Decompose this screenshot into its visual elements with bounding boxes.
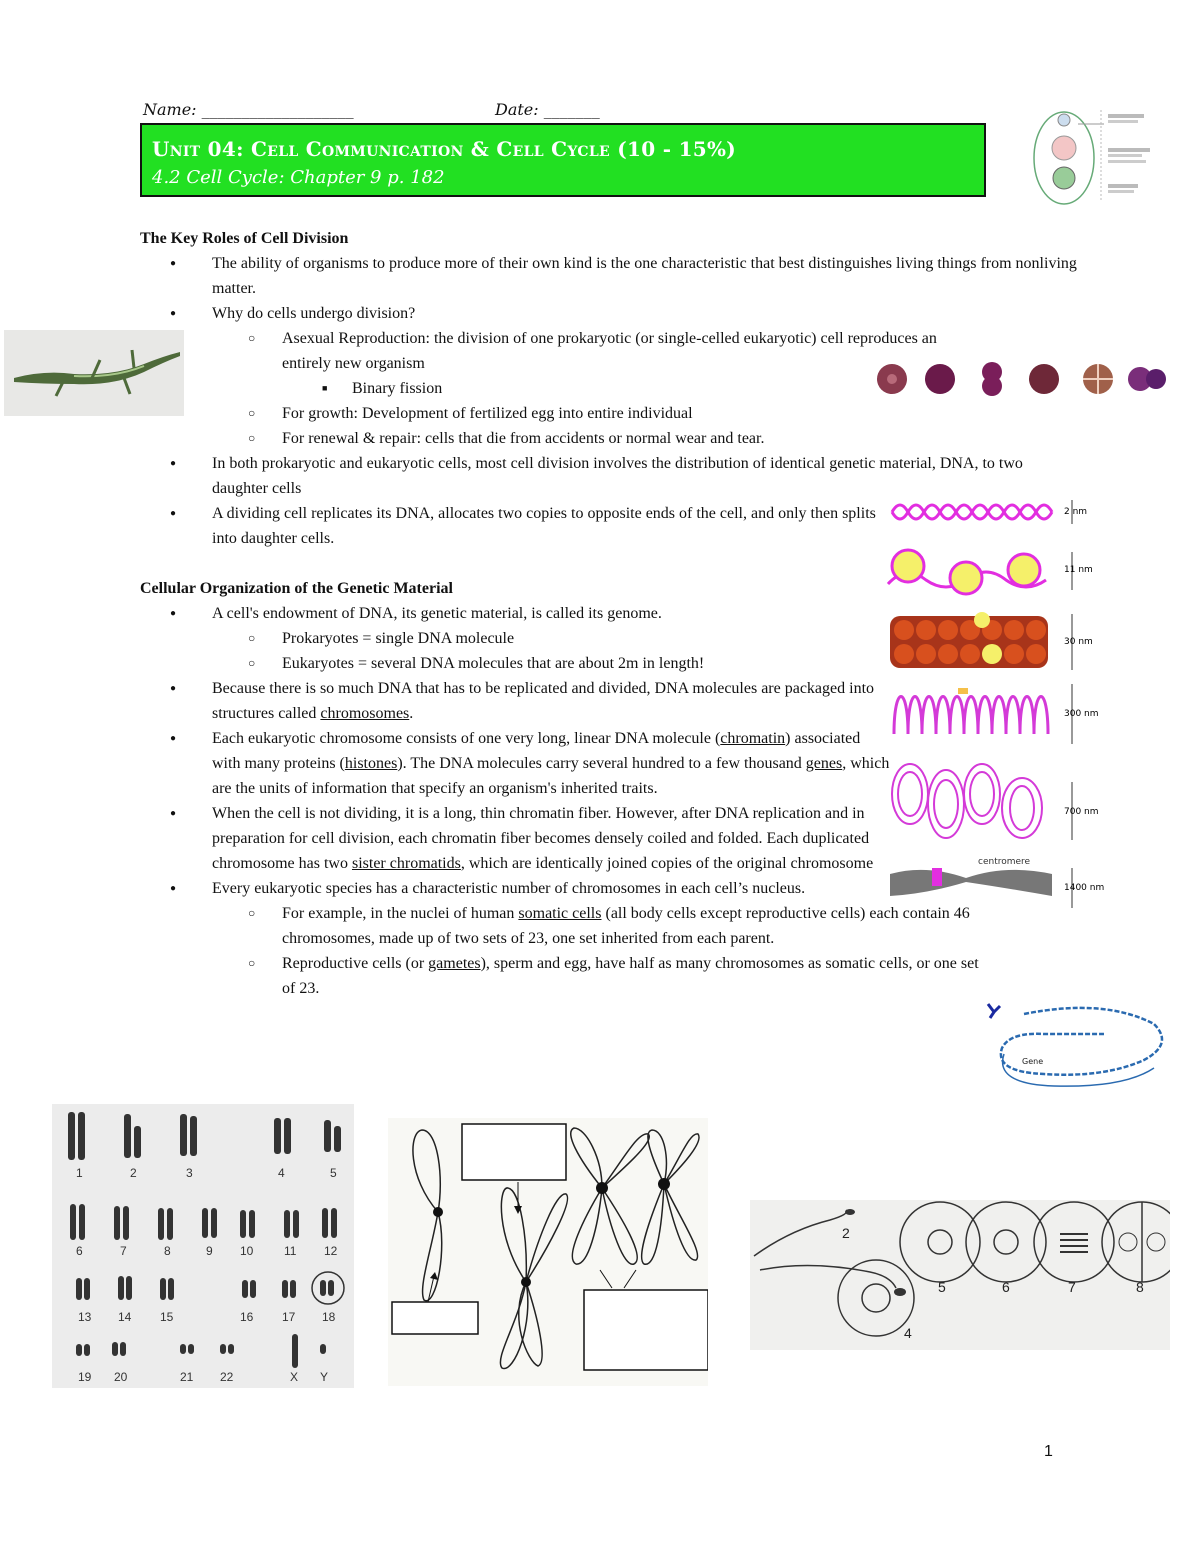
term-chromosomes: chromosomes: [320, 705, 410, 722]
list-item: ● Every eukaryotic species has a characteristic number of chromosomes in each cell’s nucleus.: [140, 876, 1012, 901]
unit-banner: [140, 123, 986, 197]
list-item: ● Why do cells undergo division?: [140, 301, 1080, 326]
embryo-label-7: 7: [1068, 1279, 1076, 1295]
term-sister-chromatids: sister chromatids: [351, 855, 461, 872]
list-item: ● When the cell is not dividing, it is a long, thin chromatin fiber. However, after DNA replication and in preparation for cell division, each chromatin fiber becomes densely coiled and folded. Each duplicated chromosome has two sister chromatids, which are identically joined copies of the original chromosome: [140, 801, 892, 876]
gene-label: Gene: [1022, 1057, 1044, 1066]
scale-300nm: 300 nm: [1064, 709, 1099, 719]
list-item: ○ For example, in the nuclei of human somatic cells (all body cells except reproductive cells) each contain 46 chromosomes, made up of two sets of 23, one set inherited from each parent.: [140, 901, 982, 951]
list-item: ○ For renewal & repair: cells that die from accidents or normal wear and tear.: [140, 426, 1080, 451]
list-item: ○ For growth: Development of fertilized egg into entire individual: [140, 401, 1080, 426]
scale-2nm: 2 nm: [1064, 507, 1088, 517]
list-item: ● The ability of organisms to produce more of their own kind is the one characteristic that best distinguishes living things from nonliving matter.: [140, 251, 1092, 301]
page-number: 1: [1044, 1443, 1053, 1460]
embryo-label-6: 6: [1002, 1279, 1010, 1295]
embryo-label-5: 5: [938, 1279, 946, 1295]
karyotype-chromosomes: [52, 1104, 354, 1388]
embryo-label-4: 4: [904, 1325, 912, 1341]
term-somatic-cells: somatic cells: [518, 905, 602, 922]
centromere-label: centromere: [978, 857, 1031, 867]
unit-title: Unit 04: Cell Communication & Cell Cycle (10 - 15%): [152, 137, 737, 161]
fertilization-figure: [750, 1200, 1170, 1350]
karyotype-figure: 1 2 3 4 5 6 7 8 9 10 11 12 13 14 15 16 17 18 19 20 21 22 X Y: [52, 1104, 354, 1388]
list-item: ○ Prokaryotes = single DNA molecule: [140, 626, 1080, 651]
embryo-label-8: 8: [1136, 1279, 1144, 1295]
list-item: ● Each eukaryotic chromosome consists of one very long, linear DNA molecule (chromatin) associated with many proteins (histones). The DNA molecules carry several hundred to a few thousand genes, which are the units of information that specify an organism's inherited traits.: [140, 726, 892, 801]
section-key-roles-title: The Key Roles of Cell Division: [140, 230, 349, 247]
term-gametes: gametes: [428, 955, 481, 972]
chromatin-packing-figure: [886, 494, 1106, 914]
list-item: ● Because there is so much DNA that has to be replicated and divided, DNA molecules are packaged into structures called chromosomes.: [140, 676, 892, 726]
cell-diagram-figure: [1016, 100, 1176, 210]
scale-11nm: 11 nm: [1064, 565, 1093, 575]
chromosome-replication-figure: [388, 1118, 708, 1386]
name-field: Name: ___________________: [143, 100, 354, 119]
list-item: ○ Eukaryotes = several DNA molecules that are about 2m in length!: [140, 651, 1080, 676]
list-item: ● In both prokaryotic and eukaryotic cells, most cell division involves the distribution of identical genetic material, DNA, to two daughter cells: [140, 451, 1032, 501]
term-chromatin: chromatin: [720, 730, 786, 747]
unit-subtitle: 4.2 Cell Cycle: Chapter 9 p. 182: [152, 167, 445, 188]
embryo-label-2: 2: [842, 1225, 850, 1241]
term-genes: genes: [805, 755, 843, 772]
list-item: ● A cell's endowment of DNA, its genetic material, is called its genome.: [140, 601, 1080, 626]
date-field: Date: _______: [495, 100, 600, 119]
scale-700nm: 700 nm: [1064, 807, 1099, 817]
section-genetic-material-title: Cellular Organization of the Genetic Material: [140, 580, 453, 597]
list-item: ○ Reproductive cells (or gametes), sperm and egg, have half as many chromosomes as somatic cells, or one set of 23.: [140, 951, 982, 1001]
term-histones: histones: [344, 755, 398, 772]
list-item: ○ Asexual Reproduction: the division of one prokaryotic (or single-celled eukaryotic) cell reproduces an entirely new organism: [140, 326, 962, 376]
list-item: ■ Binary fission: [140, 376, 1080, 401]
gene-dna-figure: [984, 994, 1174, 1110]
list-item: ● A dividing cell replicates its DNA, allocates two copies to opposite ends of the cell, and only then splits into daughter cells.: [140, 501, 892, 551]
scale-1400nm: 1400 nm: [1064, 883, 1105, 893]
scale-30nm: 30 nm: [1064, 637, 1093, 647]
